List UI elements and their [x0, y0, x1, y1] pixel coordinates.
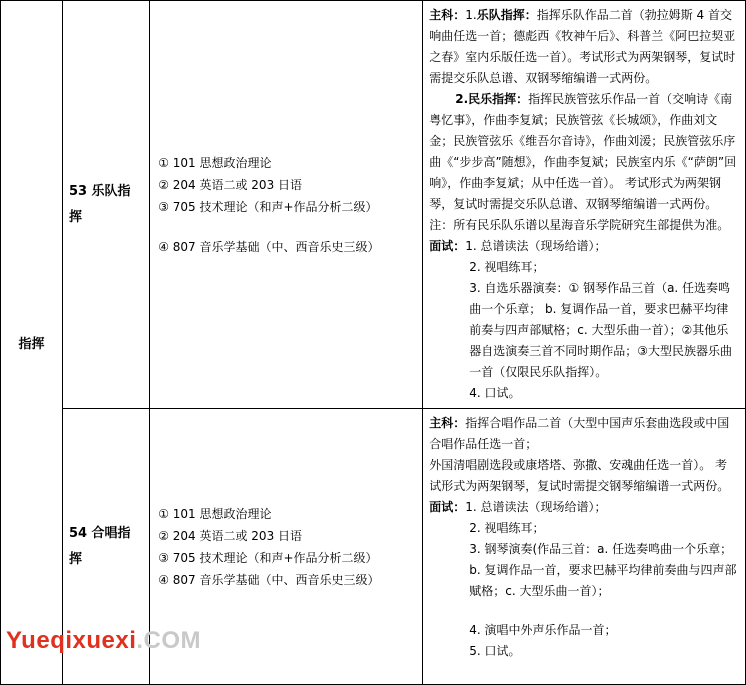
- item-text: 指挥合唱作品二首（大型中国声乐套曲选段或中国合唱作品任选一首；: [429, 416, 730, 451]
- exam-item: ③ 705 技术理论（和声+作品分析二级）: [158, 550, 378, 565]
- main-subject-label: 主科：: [429, 416, 466, 430]
- main-subject-2: 外国清唱剧选段或康塔塔、弥撒、安魂曲任选一首）。 考试形式为两架钢琴，复试时需提交钢琴缩编谱一式两份。: [429, 458, 730, 493]
- interview-item: 2. 视唱练耳；: [469, 521, 545, 535]
- exam-item: ② 204 英语二或 203 日语: [158, 177, 303, 192]
- exam-item: ④ 807 音乐学基础（中、西音乐史三级）: [158, 572, 380, 587]
- direction-label: 53 乐队指挥: [68, 183, 131, 225]
- direction-label: 54 合唱指挥: [68, 525, 131, 567]
- item-number: 2.: [455, 92, 469, 106]
- main-subject-1: [429, 413, 739, 455]
- major-cell: [1, 1, 63, 685]
- requirements-cell: [423, 1, 746, 409]
- exam-item: ③ 705 技术理论（和声+作品分析二级）: [158, 199, 378, 214]
- interview-item: 3. 钢琴演奏(作品三首：a. 任选奏鸣曲一个乐章； b. 复调作品一首，要求巴赫平均律前奏曲与四声部赋格；c. 大型乐曲一首）；: [469, 542, 737, 598]
- spacer: [429, 602, 739, 620]
- interview-item: 2. 视唱练耳；: [469, 260, 545, 274]
- interview-item: 1. 总谱读法（现场给谱）；: [465, 500, 607, 514]
- item-text: 指挥乐队作品二首（勃拉姆斯 4 首交响曲任选一首；德彪西《牧神午后》、科普兰《阿巴拉契亚之春》室内乐版任选一首）。考试形式为两架钢琴，复试时需提交乐队总谱、双钢琴缩编谱一式两份。: [429, 8, 736, 85]
- exam-item: ① 101 思想政治理论: [158, 155, 272, 170]
- requirements-cell: [423, 409, 746, 685]
- interview-label: 面试：: [429, 239, 466, 253]
- watermark-logo: [6, 626, 201, 656]
- spacer: [158, 218, 414, 236]
- main-subject-label: 主科：: [429, 8, 466, 22]
- main-subject-1: [429, 5, 739, 89]
- exam-item: ② 204 英语二或 203 日语: [158, 528, 303, 543]
- interview-item: 4. 演唱中外声乐作品一首；: [469, 623, 617, 637]
- item-title: 乐队指挥：: [476, 8, 537, 22]
- interview-item: 4. 口试。: [469, 386, 521, 400]
- main-subject-2: [429, 89, 739, 236]
- major-label: 指挥: [18, 337, 45, 352]
- exam-item: ① 101 思想政治理论: [158, 506, 272, 521]
- watermark-part1: Yueqixuexi: [6, 627, 137, 654]
- direction-cell: [62, 1, 149, 409]
- interview-item: 5. 口试。: [469, 644, 521, 658]
- interview-item: 1. 总谱读法（现场给谱）；: [465, 239, 607, 253]
- interview-line: [429, 497, 739, 518]
- interview-label: 面试：: [429, 500, 466, 514]
- table-row: [1, 1, 746, 409]
- watermark-part2: .COM: [136, 627, 202, 654]
- item-title: 民乐指挥：: [468, 92, 529, 106]
- item-number: 1.: [465, 8, 477, 22]
- exam-subjects-cell: [150, 1, 423, 409]
- exam-item: ④ 807 音乐学基础（中、西音乐史三级）: [158, 239, 380, 254]
- interview-line: [429, 236, 739, 257]
- item-text: 指挥民族管弦乐作品一首（交响诗《南粤忆事》，作曲李复斌；民族管弦《长城颂》，作曲刘文金；民族管弦乐《维吾尔音诗》，作曲刘湲；民族管弦乐序曲《“步步高”随想》，作曲李复斌；民族室内乐《“萨朗”回响》，作曲李复斌；从中任选一首）。 考试形式为两架钢琴，复试时需提交乐队总谱、双钢琴缩编谱一式两份。注：所有民乐队乐谱以星海音乐学院研究生部提供为准。: [429, 92, 737, 232]
- interview-item: 3. 自选乐器演奏：① 钢琴作品三首（a. 任选奏鸣曲一个乐章； b. 复调作品一首，要求巴赫平均律前奏与四声部赋格；c. 大型乐曲一首）；②其他乐器自选演奏三首不同时期作品；③大型民族器乐曲一首（仅限民乐队指挥）。: [469, 281, 732, 379]
